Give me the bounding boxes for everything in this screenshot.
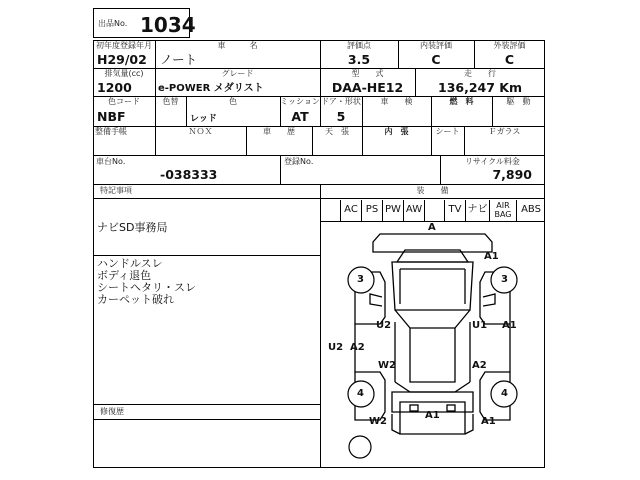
note-line: カーペット破れ <box>97 293 174 306</box>
name-value: ノート <box>160 52 198 67</box>
lot-box <box>93 8 196 38</box>
year-value: H29/02 <box>97 52 147 67</box>
model-value: DAA-HE12 <box>331 80 404 95</box>
door-value: 5 <box>336 109 346 124</box>
tire-front-left: 3 <box>357 274 364 285</box>
mileage-value: 136,247 Km <box>438 80 522 95</box>
year-label: 初年度登録年月 <box>96 41 152 50</box>
color-code-value: NBF <box>97 109 126 124</box>
tire-rear-left: 4 <box>357 388 364 399</box>
equipment-grid <box>320 200 545 221</box>
mission-value: AT <box>291 109 309 124</box>
note-line: シートヘタリ・スレ <box>97 281 196 294</box>
equipment-label: 装 備 <box>416 186 449 195</box>
grade-label: グレード <box>221 69 254 78</box>
equip-abs: ABS <box>521 204 541 215</box>
equip-tv: TV <box>448 204 462 215</box>
tire-rear-right: 4 <box>501 388 508 399</box>
damage-a2-right: A2 <box>472 360 487 371</box>
chassis-label: 車台No． <box>96 157 131 166</box>
fuel-label: 燃 料 <box>449 97 474 106</box>
repair-label: 修復歴 <box>100 407 124 416</box>
mission-label: ミッション <box>280 97 320 106</box>
drive-label: 駆 動 <box>506 97 531 106</box>
score-value: 3.5 <box>347 52 371 67</box>
damage-rear-a1: A1 <box>425 410 440 421</box>
damage-u2-a2: U2 A2 <box>328 342 365 353</box>
door-label: ドア・形状 <box>321 97 361 106</box>
damage-w2-mid: W2 <box>378 360 396 371</box>
recycle-value: 7,890 <box>492 167 532 182</box>
damage-rear-a1-right: A1 <box>481 416 496 427</box>
interior-label: 内装評価 <box>420 41 452 50</box>
name-label: 車 名 <box>217 41 258 50</box>
color-code-label: 色コード <box>108 97 140 106</box>
score-label: 評価点 <box>347 41 371 50</box>
seat-label: シート <box>435 127 460 136</box>
recycle-label: リサイクル料金 <box>465 157 520 166</box>
sunroof-label: 天 張 <box>325 127 349 136</box>
equip-aw: AW <box>405 204 423 215</box>
inspection-label: 車 検 <box>380 97 413 106</box>
equip-navi: ナビ <box>467 204 488 215</box>
equip-ps: PS <box>365 204 379 215</box>
interior-value: C <box>431 52 441 67</box>
nox-label: ＮＯＸ <box>188 127 213 136</box>
reg-label: 登録No． <box>284 157 319 166</box>
equip-ac: AC <box>344 204 358 215</box>
cc-value: 1200 <box>97 80 132 95</box>
note-line: ボディ退色 <box>97 269 152 282</box>
damage-front-right: A1 <box>484 251 499 262</box>
note-line: ナビSD事務局 <box>97 221 168 234</box>
color-label: 色 <box>229 97 237 106</box>
glass-label: Ｆガラス <box>488 127 521 136</box>
interior2-label: 内 張 <box>384 127 409 136</box>
note-line: ハンドルスレ <box>97 257 163 270</box>
damage-a1-right: A1 <box>502 320 517 331</box>
tire-front-right: 3 <box>501 274 508 285</box>
damage-rear-w2: W2 <box>369 416 387 427</box>
equip-airbag: AIR BAG <box>494 201 512 219</box>
notes-label: 特記事項 <box>100 186 132 195</box>
damage-u1-right: U1 <box>472 320 488 331</box>
color-value: レッド <box>190 114 217 124</box>
history-label: 車 歴 <box>263 127 295 136</box>
lot-number: 1034 <box>140 13 196 37</box>
cc-label: 排気量(cc) <box>104 69 144 78</box>
color-change-label: 色替 <box>162 97 179 106</box>
damage-top: A <box>428 222 436 233</box>
lot-label: 出品No. <box>98 19 128 28</box>
chassis-value: -038333 <box>160 167 218 182</box>
model-label: 型 式 <box>351 69 384 78</box>
mileage-label: 走 行 <box>464 69 496 78</box>
handbook-label: 整備手帳 <box>95 127 127 136</box>
exterior-value: C <box>504 52 515 67</box>
equip-pw: PW <box>385 204 401 215</box>
damage-u2-left: U2 <box>376 320 392 331</box>
exterior-label: 外装評価 <box>493 41 526 50</box>
grade-value: e-POWER メダリスト <box>158 83 264 94</box>
